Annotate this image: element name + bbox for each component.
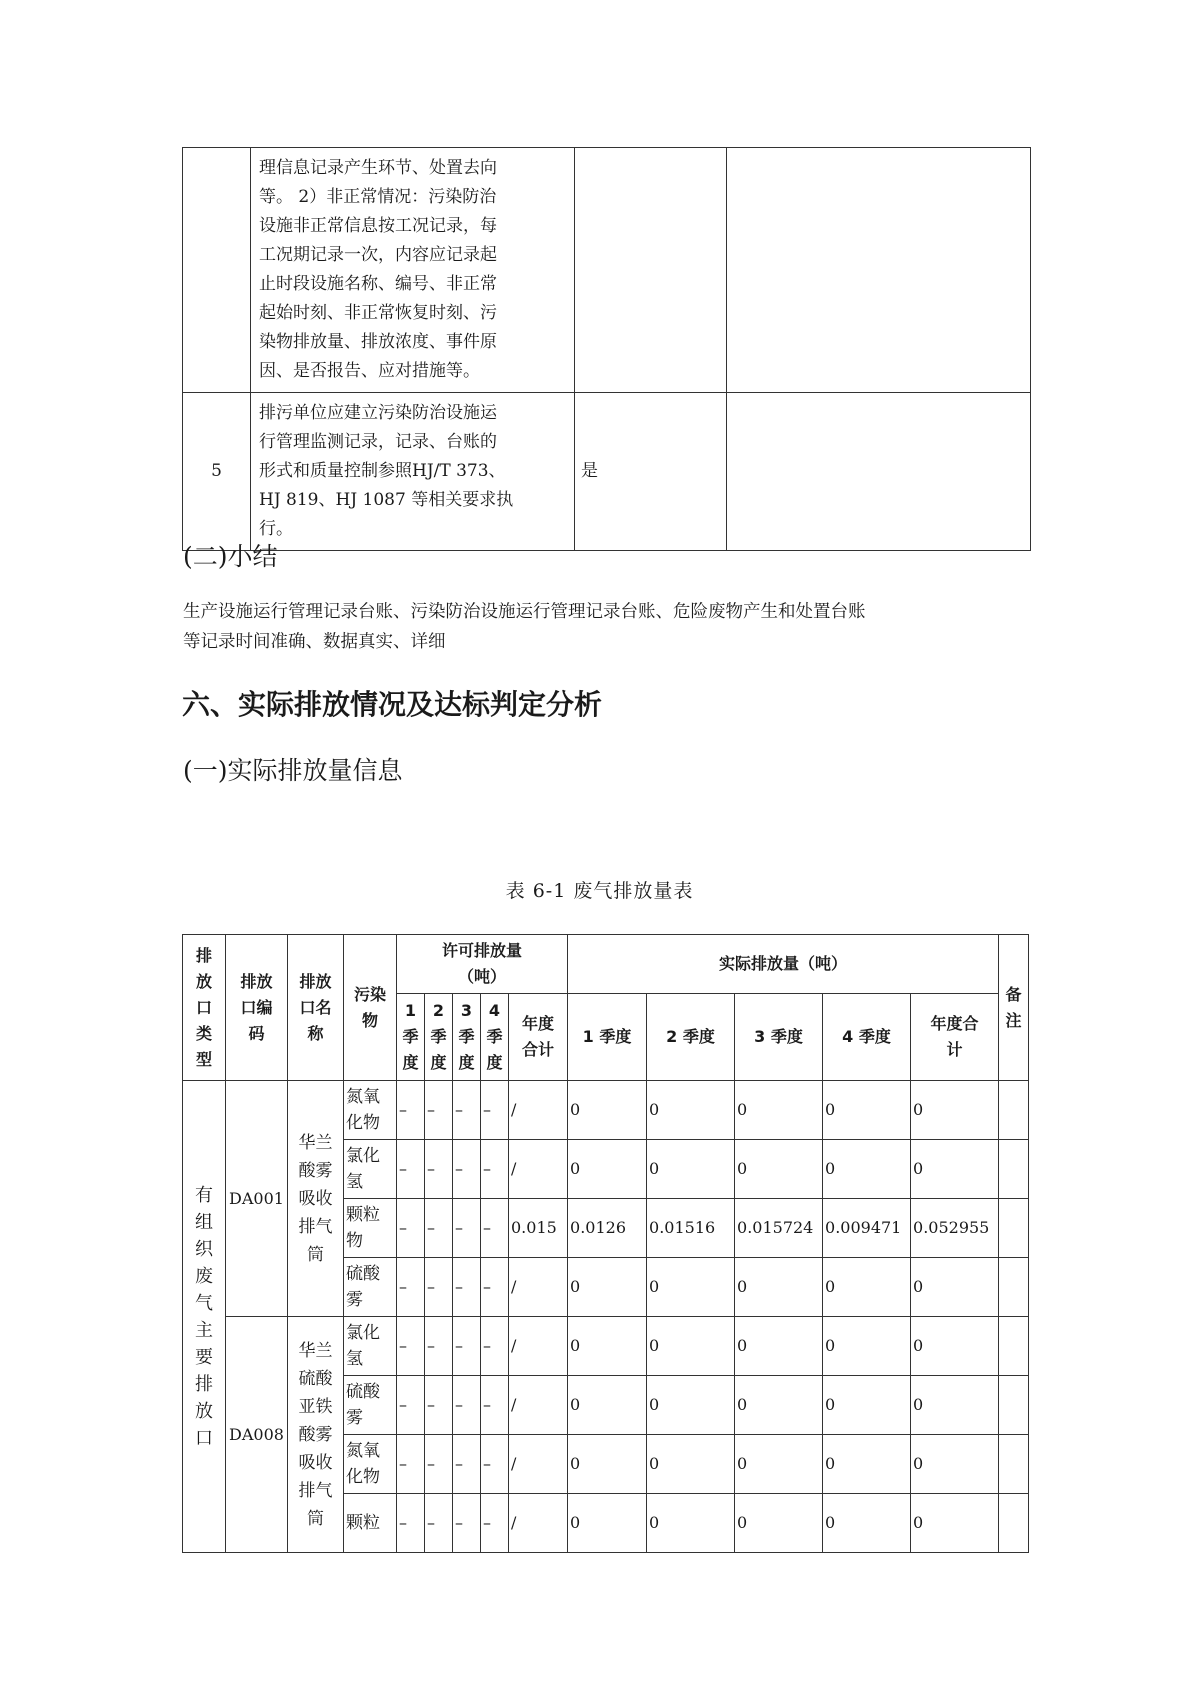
pollutant-line: 颗粒 [346,1205,380,1225]
header-permitted-q3 [453,994,481,1081]
header-actual-emission: 实际排放量（吨） [568,935,999,994]
requirement-line: 设施非正常信息按工况记录，每 [259,216,497,236]
row-number: 5 [183,393,251,551]
remark-cell [999,1435,1029,1494]
actual-value-cell: 0 [911,1258,999,1317]
permitted-value-cell: – [397,1317,425,1376]
actual-value-cell: 0 [568,1258,647,1317]
header-line: 2 [432,1001,445,1020]
header-line: 度 [402,1053,419,1072]
outlet-name-line: 酸雾 [298,1424,333,1445]
permitted-value-cell: – [481,1258,509,1317]
outlet-code-cell: DA008 [226,1317,288,1553]
actual-value-cell: 0 [568,1317,647,1376]
header-outlet-name [288,935,344,1081]
actual-value-cell: 0.01516 [647,1199,735,1258]
section-subheading: (一)实际排放量信息 [183,756,403,785]
requirement-line: 染物排放量、排放浓度、事件原 [259,332,497,352]
table-row [183,148,1031,393]
requirement-line: HJ 819、HJ 1087 等相关要求执 [259,490,514,510]
header-line: 型 [195,1049,212,1069]
header-line: 口 [195,997,212,1017]
header-line: 码 [248,1023,265,1043]
header-remark [999,935,1029,1081]
actual-value-cell: 0 [735,1317,823,1376]
outlet-name-line: 筒 [307,1508,324,1529]
outlet-name-line: 吸收 [298,1188,333,1209]
permitted-value-cell: – [425,1140,453,1199]
header-actual-q3: 3 季度 [735,994,823,1081]
permitted-value-cell: – [397,1081,425,1140]
header-line: 放 [195,971,212,991]
permitted-value-cell: / [509,1258,568,1317]
permitted-value-cell: – [397,1494,425,1553]
permitted-value-cell: – [425,1199,453,1258]
actual-value-cell: 0 [823,1494,911,1553]
actual-value-cell: 0.052955 [911,1199,999,1258]
header-line: 排 [195,945,212,965]
actual-value-cell: 0 [911,1435,999,1494]
remark-cell [999,1376,1029,1435]
remark-cell [999,1199,1029,1258]
outlet-name-line: 硫酸 [298,1368,333,1389]
outlet-type-line: 放 [195,1400,213,1422]
actual-value-cell: 0 [823,1376,911,1435]
header-permitted-q4 [481,994,509,1081]
outlet-type-line: 排 [195,1373,213,1395]
header-line: 口编 [240,997,273,1017]
permitted-value-cell: – [425,1081,453,1140]
header-line: 年度 [522,1014,555,1033]
actual-value-cell: 0 [823,1081,911,1140]
outlet-type-line: 口 [195,1427,213,1449]
requirement-line: 工况期记录一次，内容应记录起 [259,245,497,265]
table-row [183,1081,1029,1140]
permitted-value-cell: / [509,1376,568,1435]
actual-value-cell: 0 [647,1140,735,1199]
permitted-value-cell: – [453,1258,481,1317]
summary-line: 生产设施运行管理记录台账、污染防治设施运行管理记录台账、危险废物产生和处置台账 [183,602,866,622]
header-line: 类 [195,1023,212,1043]
pollutant-line: 雾 [346,1408,363,1428]
header-line: 3 [460,1001,473,1020]
permitted-value-cell: – [481,1435,509,1494]
actual-value-cell: 0 [823,1317,911,1376]
summary-heading: (二)小结 [183,542,278,571]
permitted-value-cell: – [425,1317,453,1376]
actual-value-cell: 0 [568,1494,647,1553]
outlet-name-line: 吸收 [298,1452,333,1473]
requirement-line: 因、是否报告、应对措施等。 [259,361,480,381]
actual-value-cell: 0 [735,1081,823,1140]
actual-value-cell: 0.015724 [735,1199,823,1258]
header-permitted-q2 [425,994,453,1081]
pollutant-line: 物 [346,1231,363,1251]
remark-cell [727,393,1031,551]
actual-value-cell: 0 [823,1435,911,1494]
table-row [183,393,1031,551]
header-permitted-q1 [397,994,425,1081]
pollutant-line: 雾 [346,1290,363,1310]
pollutant-cell [344,1435,397,1494]
outlet-type-line: 有 [195,1184,213,1206]
header-line: 季 [430,1027,447,1046]
header-line: 1 [404,1001,417,1020]
permitted-value-cell: – [453,1435,481,1494]
header-line: 物 [361,1010,378,1030]
compliance-result [575,148,727,393]
remark-cell [999,1140,1029,1199]
outlet-type-line: 要 [195,1346,213,1368]
actual-value-cell: 0 [911,1494,999,1553]
header-line: 季 [402,1027,419,1046]
requirement-line: 止时段设施名称、编号、非正常 [259,274,497,294]
pollutant-line: 氢 [346,1172,363,1192]
management-record-table [182,147,1031,551]
section-heading: 六、实际排放情况及达标判定分析 [182,688,603,721]
header-line: 备 [1005,984,1022,1004]
permitted-value-cell: – [397,1140,425,1199]
actual-value-cell: 0 [823,1258,911,1317]
header-actual-q4: 4 季度 [823,994,911,1081]
permitted-value-cell: / [509,1317,568,1376]
actual-value-cell: 0 [735,1494,823,1553]
actual-value-cell: 0 [568,1140,647,1199]
requirement-line: 行管理监测记录，记录、台账的 [259,432,497,452]
header-line: 季 [486,1027,503,1046]
outlet-name-line: 排气 [298,1480,333,1501]
pollutant-line: 硫酸 [346,1382,380,1402]
outlet-type-line: 气 [195,1292,213,1314]
table-caption: 表 6-1 废气排放量表 [505,880,694,902]
permitted-value-cell: – [481,1199,509,1258]
permitted-value-cell: – [425,1258,453,1317]
remark-cell [999,1258,1029,1317]
header-line: 注 [1005,1010,1022,1030]
header-line: 排放 [299,971,332,991]
pollutant-line: 硫酸 [346,1264,380,1284]
pollutant-cell [344,1081,397,1140]
header-line: （吨） [458,967,507,986]
pollutant-line: 化物 [346,1113,380,1133]
actual-value-cell: 0 [911,1317,999,1376]
permitted-value-cell: – [397,1258,425,1317]
requirement-text [251,393,575,551]
pollutant-line: 氯化 [346,1323,380,1343]
outlet-type-cell [183,1081,226,1553]
permitted-value-cell: – [481,1376,509,1435]
remark-cell [727,148,1031,393]
outlet-code-cell: DA001 [226,1081,288,1317]
actual-value-cell: 0 [647,1494,735,1553]
actual-value-cell: 0 [568,1376,647,1435]
permitted-value-cell: – [453,1140,481,1199]
actual-value-cell: 0 [735,1376,823,1435]
permitted-value-cell: / [509,1081,568,1140]
pollutant-line: 氯化 [346,1146,380,1166]
header-actual-total [911,994,999,1081]
header-line: 度 [486,1053,503,1072]
permitted-value-cell: / [509,1435,568,1494]
outlet-type-line: 主 [195,1319,213,1341]
requirement-line: 理信息记录产生环节、处置去向 [259,158,497,178]
outlet-name-line: 酸雾 [298,1160,333,1181]
actual-value-cell: 0 [568,1081,647,1140]
requirement-line: 形式和质量控制参照HJ/T 373、 [259,461,506,481]
pollutant-cell [344,1494,397,1553]
header-pollutant [344,935,397,1081]
header-line: 合计 [522,1040,555,1059]
header-line: 许可排放量 [442,941,523,960]
outlet-name-line: 排气 [298,1216,333,1237]
actual-value-cell: 0 [911,1140,999,1199]
permitted-value-cell: – [397,1199,425,1258]
header-actual-q2: 2 季度 [647,994,735,1081]
actual-value-cell: 0 [911,1376,999,1435]
permitted-value-cell: – [453,1317,481,1376]
outlet-type-line: 废 [195,1265,213,1287]
permitted-value-cell: – [425,1435,453,1494]
header-line: 称 [307,1023,324,1043]
table-row [183,1317,1029,1376]
outlet-name-cell [288,1317,344,1553]
summary-line: 等记录时间准确、数据真实、详细 [183,632,446,652]
permitted-value-cell: – [425,1376,453,1435]
requirement-text [251,148,575,393]
header-actual-q1: 1 季度 [568,994,647,1081]
actual-value-cell: 0.009471 [823,1199,911,1258]
permitted-value-cell: – [453,1199,481,1258]
remark-cell [999,1081,1029,1140]
pollutant-line: 氮氧 [346,1087,380,1107]
permitted-value-cell: – [481,1317,509,1376]
header-line: 度 [430,1053,447,1072]
header-line: 年度合 [930,1014,979,1033]
header-line: 污染 [353,984,386,1004]
outlet-type-line: 组 [195,1211,213,1233]
permitted-value-cell: – [397,1376,425,1435]
actual-value-cell: 0 [647,1081,735,1140]
actual-value-cell: 0 [568,1435,647,1494]
pollutant-cell [344,1376,397,1435]
permitted-value-cell: 0.015 [509,1199,568,1258]
summary-paragraph [183,597,1033,657]
permitted-value-cell: – [397,1435,425,1494]
permitted-value-cell: – [453,1081,481,1140]
header-line: 排放 [240,971,273,991]
requirement-line: 行。 [259,519,293,539]
pollutant-line: 氢 [346,1349,363,1369]
pollutant-cell [344,1140,397,1199]
requirement-line: 起始时刻、非正常恢复时刻、污 [259,303,497,323]
actual-value-cell: 0 [647,1317,735,1376]
remark-cell [999,1317,1029,1376]
actual-value-cell: 0 [735,1435,823,1494]
header-outlet-type [183,935,226,1081]
requirement-line: 排污单位应建立污染防治设施运 [259,403,497,423]
outlet-name-line: 亚铁 [298,1396,333,1417]
pollutant-line: 化物 [346,1467,380,1487]
pollutant-cell [344,1317,397,1376]
actual-value-cell: 0 [735,1258,823,1317]
outlet-name-cell [288,1081,344,1317]
header-line: 度 [458,1053,475,1072]
actual-value-cell: 0 [735,1140,823,1199]
actual-value-cell: 0 [823,1140,911,1199]
permitted-value-cell: – [481,1494,509,1553]
header-line: 季 [458,1027,475,1046]
actual-value-cell: 0 [647,1258,735,1317]
actual-value-cell: 0 [911,1081,999,1140]
header-permitted-total [509,994,568,1081]
header-line: 计 [946,1040,963,1059]
header-permitted-emission [397,935,568,994]
actual-value-cell: 0 [647,1376,735,1435]
header-line: 4 [488,1001,501,1020]
pollutant-line: 颗粒 [346,1513,380,1533]
permitted-value-cell: – [425,1494,453,1553]
exhaust-emission-table [182,934,1029,1553]
outlet-type-line: 织 [195,1238,213,1260]
permitted-value-cell: – [453,1376,481,1435]
outlet-name-line: 筒 [307,1244,324,1265]
permitted-value-cell: – [481,1140,509,1199]
pollutant-cell [344,1199,397,1258]
actual-value-cell: 0.0126 [568,1199,647,1258]
permitted-value-cell: / [509,1140,568,1199]
outlet-name-line: 华兰 [298,1340,333,1361]
permitted-value-cell: – [481,1081,509,1140]
header-outlet-code [226,935,288,1081]
pollutant-line: 氮氧 [346,1441,380,1461]
permitted-value-cell: / [509,1494,568,1553]
permitted-value-cell: – [453,1494,481,1553]
requirement-line: 等。 2）非正常情况：污染防治 [259,187,497,207]
row-number [183,148,251,393]
pollutant-cell [344,1258,397,1317]
outlet-name-line: 华兰 [298,1132,333,1153]
actual-value-cell: 0 [647,1435,735,1494]
compliance-result: 是 [575,393,727,551]
remark-cell [999,1494,1029,1553]
header-line: 口名 [299,997,332,1017]
